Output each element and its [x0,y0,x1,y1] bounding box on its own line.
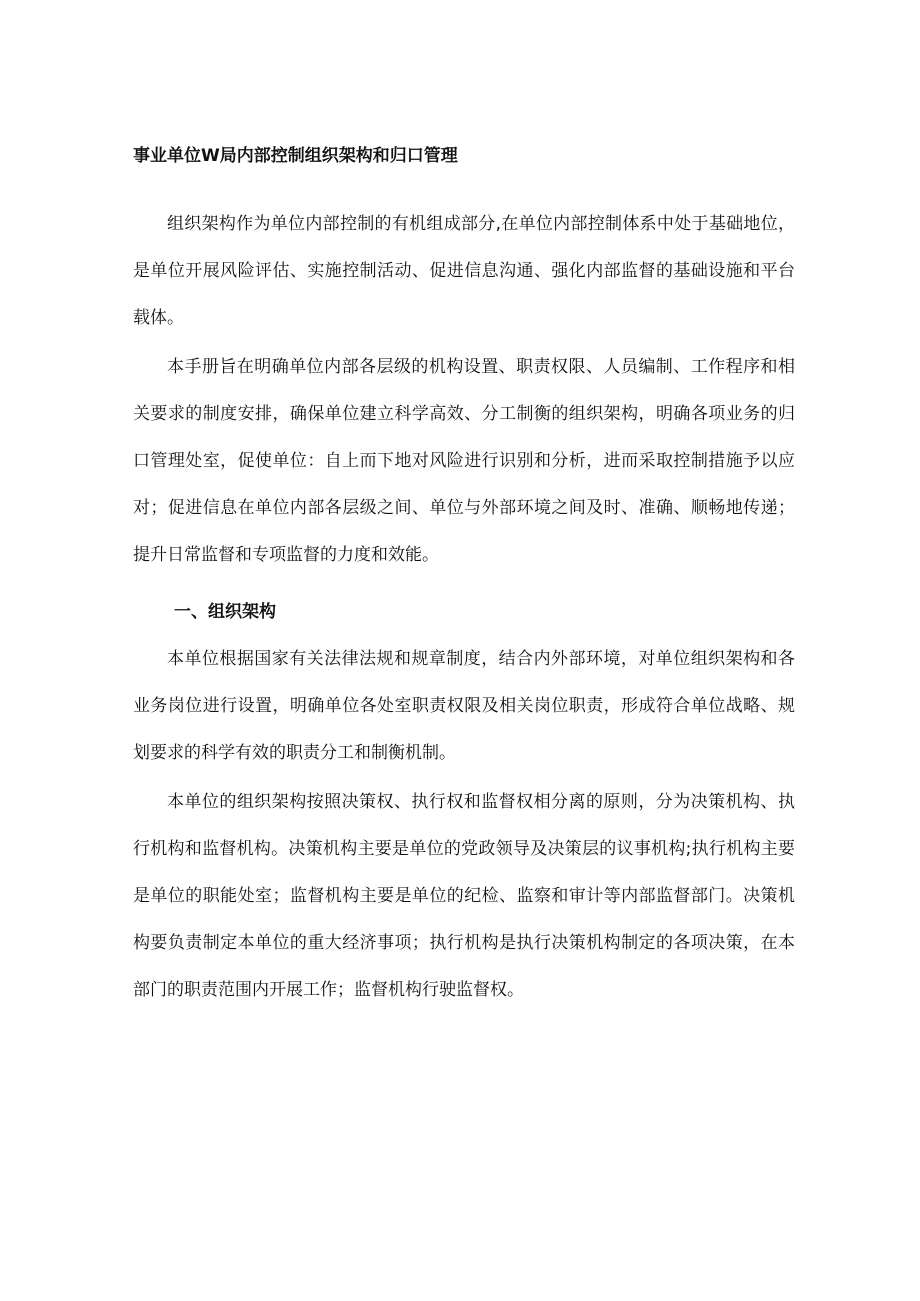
document-title: 事业单位W局内部控制组织架构和归口管理 [133,146,458,166]
section-heading-organization: 一、组织架构 [174,602,276,622]
intro-paragraph-2: 本手册旨在明确单位内部各层级的机构设置、职责权限、人员编制、工作程序和相关要求的制度安排，确保单位建立科学高效、分工制衡的组织架构，明确各项业务的归口管理处室，促使单位：自上而下地对风险进行识别和分析，进而采取控制措施予以应对；促进信息在单位内部各层级之间、单位与外部环境之间及时、准确、顺畅地传递；提升日常监督和专项监督的力度和效能。 [133,357,795,565]
section-paragraph-1: 本单位根据国家有关法律法规和规章制度，结合内外部环境，对单位组织架构和各业务岗位进行设置，明确单位各处室职责权限及相关岗位职责，形成符合单位战略、规划要求的科学有效的职责分工和制衡机制。 [133,649,795,763]
section-paragraph-2: 本单位的组织架构按照决策权、执行权和监督权相分离的原则，分为决策机构、执行机构和监督机构。决策机构主要是单位的党政领导及决策层的议事机构;执行机构主要是单位的职能处室；监督机构主要是单位的纪检、监察和审计等内部监督部门。决策机构要负责制定本单位的重大经济事项；执行机构是执行决策机构制定的各项决策，在本部门的职责范围内开展工作；监督机构行驶监督权。 [133,792,795,1000]
intro-paragraph-1: 组织架构作为单位内部控制的有机组成部分,在单位内部控制体系中处于基础地位，是单位开展风险评估、实施控制活动、促进信息沟通、强化内部监督的基础设施和平台载体。 [133,214,795,328]
